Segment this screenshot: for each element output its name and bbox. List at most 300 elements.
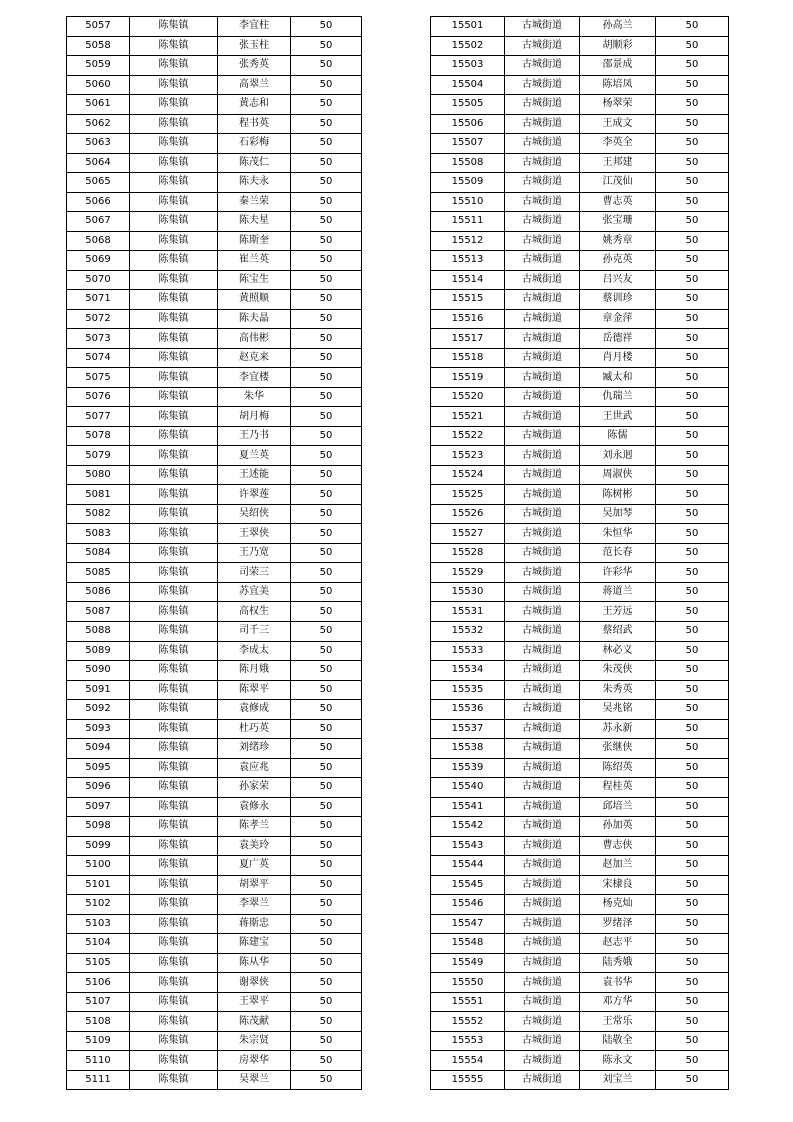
amount-cell: 50 bbox=[291, 1070, 362, 1090]
person-name-cell: 邓方华 bbox=[580, 992, 656, 1012]
person-name-cell: 张继侠 bbox=[580, 739, 656, 759]
person-name-cell: 袁应兆 bbox=[218, 758, 291, 778]
amount-cell: 50 bbox=[656, 641, 729, 661]
table-row bbox=[67, 797, 362, 817]
table-row bbox=[67, 856, 362, 876]
amount-cell: 50 bbox=[656, 465, 729, 485]
serial-number-cell: 5093 bbox=[67, 719, 130, 739]
amount-cell: 50 bbox=[291, 875, 362, 895]
table-row bbox=[67, 426, 362, 446]
serial-number-cell: 15519 bbox=[431, 368, 505, 388]
person-name-cell: 孙高兰 bbox=[580, 17, 656, 37]
township-cell: 陈集镇 bbox=[130, 973, 218, 993]
right-roster-body bbox=[431, 17, 729, 1090]
serial-number-cell: 5098 bbox=[67, 817, 130, 837]
amount-cell: 50 bbox=[291, 602, 362, 622]
person-name-cell: 陈从华 bbox=[218, 953, 291, 973]
person-name-cell: 王常乐 bbox=[580, 1012, 656, 1032]
township-cell: 古城街道 bbox=[505, 914, 580, 934]
amount-cell: 50 bbox=[656, 309, 729, 329]
serial-number-cell: 15538 bbox=[431, 739, 505, 759]
township-cell: 陈集镇 bbox=[130, 36, 218, 56]
serial-number-cell: 15543 bbox=[431, 836, 505, 856]
amount-cell: 50 bbox=[291, 582, 362, 602]
table-row bbox=[431, 524, 729, 544]
person-name-cell: 李英全 bbox=[580, 134, 656, 154]
amount-cell: 50 bbox=[656, 934, 729, 954]
person-name-cell: 赵志平 bbox=[580, 934, 656, 954]
township-cell: 陈集镇 bbox=[130, 251, 218, 271]
table-row bbox=[431, 582, 729, 602]
person-name-cell: 陈斯奎 bbox=[218, 231, 291, 251]
serial-number-cell: 15522 bbox=[431, 426, 505, 446]
serial-number-cell: 15501 bbox=[431, 17, 505, 37]
table-row bbox=[431, 251, 729, 271]
person-name-cell: 王翠平 bbox=[218, 992, 291, 1012]
serial-number-cell: 5061 bbox=[67, 95, 130, 115]
table-row bbox=[431, 504, 729, 524]
amount-cell: 50 bbox=[291, 231, 362, 251]
township-cell: 古城街道 bbox=[505, 797, 580, 817]
person-name-cell: 司荣三 bbox=[218, 563, 291, 583]
person-name-cell: 蒋道兰 bbox=[580, 582, 656, 602]
amount-cell: 50 bbox=[656, 582, 729, 602]
person-name-cell: 刘绪珍 bbox=[218, 739, 291, 759]
township-cell: 陈集镇 bbox=[130, 953, 218, 973]
township-cell: 古城街道 bbox=[505, 661, 580, 681]
serial-number-cell: 5058 bbox=[67, 36, 130, 56]
table-row bbox=[67, 641, 362, 661]
serial-number-cell: 5104 bbox=[67, 934, 130, 954]
person-name-cell: 吴兆铭 bbox=[580, 700, 656, 720]
person-name-cell: 崔兰英 bbox=[218, 251, 291, 271]
serial-number-cell: 5111 bbox=[67, 1070, 130, 1090]
serial-number-cell: 5060 bbox=[67, 75, 130, 95]
township-cell: 陈集镇 bbox=[130, 758, 218, 778]
person-name-cell: 曹志侠 bbox=[580, 836, 656, 856]
person-name-cell: 夏广英 bbox=[218, 856, 291, 876]
person-name-cell: 邱培兰 bbox=[580, 797, 656, 817]
serial-number-cell: 5087 bbox=[67, 602, 130, 622]
township-cell: 陈集镇 bbox=[130, 875, 218, 895]
person-name-cell: 陈月娥 bbox=[218, 661, 291, 681]
table-row bbox=[67, 231, 362, 251]
table-row bbox=[431, 192, 729, 212]
township-cell: 陈集镇 bbox=[130, 446, 218, 466]
amount-cell: 50 bbox=[291, 212, 362, 232]
serial-number-cell: 5100 bbox=[67, 856, 130, 876]
amount-cell: 50 bbox=[656, 914, 729, 934]
person-name-cell: 陆秀娥 bbox=[580, 953, 656, 973]
serial-number-cell: 15509 bbox=[431, 173, 505, 193]
table-row bbox=[431, 387, 729, 407]
amount-cell: 50 bbox=[291, 524, 362, 544]
amount-cell: 50 bbox=[656, 1070, 729, 1090]
table-row bbox=[431, 134, 729, 154]
amount-cell: 50 bbox=[291, 778, 362, 798]
table-row bbox=[67, 56, 362, 76]
amount-cell: 50 bbox=[656, 36, 729, 56]
amount-cell: 50 bbox=[656, 1031, 729, 1051]
township-cell: 古城街道 bbox=[505, 387, 580, 407]
amount-cell: 50 bbox=[291, 329, 362, 349]
serial-number-cell: 5057 bbox=[67, 17, 130, 37]
person-name-cell: 王世武 bbox=[580, 407, 656, 427]
amount-cell: 50 bbox=[656, 758, 729, 778]
township-cell: 陈集镇 bbox=[130, 797, 218, 817]
township-cell: 陈集镇 bbox=[130, 778, 218, 798]
person-name-cell: 杨克灿 bbox=[580, 895, 656, 915]
amount-cell: 50 bbox=[291, 739, 362, 759]
table-row bbox=[431, 1031, 729, 1051]
amount-cell: 50 bbox=[291, 719, 362, 739]
serial-number-cell: 15531 bbox=[431, 602, 505, 622]
amount-cell: 50 bbox=[291, 543, 362, 563]
person-name-cell: 胡翠平 bbox=[218, 875, 291, 895]
table-row bbox=[431, 836, 729, 856]
serial-number-cell: 5064 bbox=[67, 153, 130, 173]
amount-cell: 50 bbox=[656, 17, 729, 37]
township-cell: 古城街道 bbox=[505, 212, 580, 232]
amount-cell: 50 bbox=[656, 953, 729, 973]
person-name-cell: 陆敬全 bbox=[580, 1031, 656, 1051]
township-cell: 古城街道 bbox=[505, 563, 580, 583]
person-name-cell: 陈宝生 bbox=[218, 270, 291, 290]
table-row bbox=[431, 231, 729, 251]
serial-number-cell: 5073 bbox=[67, 329, 130, 349]
township-cell: 古城街道 bbox=[505, 973, 580, 993]
amount-cell: 50 bbox=[656, 504, 729, 524]
table-row bbox=[431, 934, 729, 954]
person-name-cell: 黄照顺 bbox=[218, 290, 291, 310]
person-name-cell: 王邦建 bbox=[580, 153, 656, 173]
table-row bbox=[67, 329, 362, 349]
serial-number-cell: 15532 bbox=[431, 621, 505, 641]
township-cell: 陈集镇 bbox=[130, 504, 218, 524]
table-row bbox=[67, 251, 362, 271]
township-cell: 古城街道 bbox=[505, 856, 580, 876]
amount-cell: 50 bbox=[656, 836, 729, 856]
township-cell: 陈集镇 bbox=[130, 739, 218, 759]
serial-number-cell: 5076 bbox=[67, 387, 130, 407]
person-name-cell: 肖月楼 bbox=[580, 348, 656, 368]
serial-number-cell: 5063 bbox=[67, 134, 130, 154]
table-row bbox=[67, 504, 362, 524]
serial-number-cell: 5095 bbox=[67, 758, 130, 778]
serial-number-cell: 5080 bbox=[67, 465, 130, 485]
township-cell: 陈集镇 bbox=[130, 153, 218, 173]
person-name-cell: 陈树彬 bbox=[580, 485, 656, 505]
table-row bbox=[67, 407, 362, 427]
amount-cell: 50 bbox=[656, 114, 729, 134]
amount-cell: 50 bbox=[291, 485, 362, 505]
person-name-cell: 张玉柱 bbox=[218, 36, 291, 56]
serial-number-cell: 15523 bbox=[431, 446, 505, 466]
person-name-cell: 黄志和 bbox=[218, 95, 291, 115]
person-name-cell: 袁美玲 bbox=[218, 836, 291, 856]
person-name-cell: 杜巧英 bbox=[218, 719, 291, 739]
serial-number-cell: 15541 bbox=[431, 797, 505, 817]
township-cell: 古城街道 bbox=[505, 582, 580, 602]
person-name-cell: 吴绍侠 bbox=[218, 504, 291, 524]
person-name-cell: 陈建宝 bbox=[218, 934, 291, 954]
amount-cell: 50 bbox=[656, 212, 729, 232]
township-cell: 陈集镇 bbox=[130, 407, 218, 427]
person-name-cell: 夏兰英 bbox=[218, 446, 291, 466]
serial-number-cell: 5086 bbox=[67, 582, 130, 602]
amount-cell: 50 bbox=[291, 797, 362, 817]
person-name-cell: 朱华 bbox=[218, 387, 291, 407]
township-cell: 陈集镇 bbox=[130, 309, 218, 329]
person-name-cell: 王述能 bbox=[218, 465, 291, 485]
township-cell: 陈集镇 bbox=[130, 56, 218, 76]
serial-number-cell: 5077 bbox=[67, 407, 130, 427]
table-row bbox=[67, 1051, 362, 1071]
serial-number-cell: 15536 bbox=[431, 700, 505, 720]
township-cell: 陈集镇 bbox=[130, 895, 218, 915]
serial-number-cell: 15527 bbox=[431, 524, 505, 544]
township-cell: 古城街道 bbox=[505, 17, 580, 37]
serial-number-cell: 5065 bbox=[67, 173, 130, 193]
person-name-cell: 袁修成 bbox=[218, 700, 291, 720]
township-cell: 古城街道 bbox=[505, 56, 580, 76]
serial-number-cell: 15524 bbox=[431, 465, 505, 485]
table-row bbox=[67, 582, 362, 602]
serial-number-cell: 15542 bbox=[431, 817, 505, 837]
person-name-cell: 蒋斯忠 bbox=[218, 914, 291, 934]
serial-number-cell: 5096 bbox=[67, 778, 130, 798]
amount-cell: 50 bbox=[656, 270, 729, 290]
left-roster-body bbox=[67, 17, 362, 1090]
amount-cell: 50 bbox=[291, 114, 362, 134]
township-cell: 古城街道 bbox=[505, 465, 580, 485]
person-name-cell: 刘宝兰 bbox=[580, 1070, 656, 1090]
amount-cell: 50 bbox=[656, 153, 729, 173]
township-cell: 古城街道 bbox=[505, 426, 580, 446]
person-name-cell: 陈儒 bbox=[580, 426, 656, 446]
serial-number-cell: 5072 bbox=[67, 309, 130, 329]
table-row bbox=[431, 465, 729, 485]
person-name-cell: 袁修永 bbox=[218, 797, 291, 817]
township-cell: 陈集镇 bbox=[130, 582, 218, 602]
table-row bbox=[67, 36, 362, 56]
table-row bbox=[431, 309, 729, 329]
township-cell: 古城街道 bbox=[505, 680, 580, 700]
person-name-cell: 陈孝兰 bbox=[218, 817, 291, 837]
table-row bbox=[67, 153, 362, 173]
serial-number-cell: 5062 bbox=[67, 114, 130, 134]
person-name-cell: 赵加兰 bbox=[580, 856, 656, 876]
table-row bbox=[67, 543, 362, 563]
person-name-cell: 李翠兰 bbox=[218, 895, 291, 915]
person-name-cell: 孙克英 bbox=[580, 251, 656, 271]
table-row bbox=[67, 1031, 362, 1051]
serial-number-cell: 5110 bbox=[67, 1051, 130, 1071]
serial-number-cell: 5103 bbox=[67, 914, 130, 934]
township-cell: 古城街道 bbox=[505, 329, 580, 349]
serial-number-cell: 15506 bbox=[431, 114, 505, 134]
amount-cell: 50 bbox=[291, 134, 362, 154]
township-cell: 古城街道 bbox=[505, 719, 580, 739]
serial-number-cell: 5106 bbox=[67, 973, 130, 993]
person-name-cell: 高翠兰 bbox=[218, 75, 291, 95]
township-cell: 陈集镇 bbox=[130, 17, 218, 37]
table-row bbox=[67, 563, 362, 583]
person-name-cell: 王成文 bbox=[580, 114, 656, 134]
amount-cell: 50 bbox=[291, 56, 362, 76]
township-cell: 古城街道 bbox=[505, 543, 580, 563]
table-row bbox=[67, 1070, 362, 1090]
amount-cell: 50 bbox=[291, 368, 362, 388]
amount-cell: 50 bbox=[291, 856, 362, 876]
township-cell: 古城街道 bbox=[505, 875, 580, 895]
amount-cell: 50 bbox=[656, 856, 729, 876]
township-cell: 古城街道 bbox=[505, 524, 580, 544]
serial-number-cell: 15511 bbox=[431, 212, 505, 232]
table-row bbox=[431, 426, 729, 446]
amount-cell: 50 bbox=[656, 621, 729, 641]
person-name-cell: 陈培凤 bbox=[580, 75, 656, 95]
table-row bbox=[67, 173, 362, 193]
township-cell: 陈集镇 bbox=[130, 192, 218, 212]
amount-cell: 50 bbox=[656, 348, 729, 368]
person-name-cell: 袁书华 bbox=[580, 973, 656, 993]
township-cell: 古城街道 bbox=[505, 1051, 580, 1071]
table-row bbox=[431, 17, 729, 37]
table-row bbox=[67, 348, 362, 368]
serial-number-cell: 5091 bbox=[67, 680, 130, 700]
table-row bbox=[431, 56, 729, 76]
township-cell: 古城街道 bbox=[505, 36, 580, 56]
person-name-cell: 吴加琴 bbox=[580, 504, 656, 524]
township-cell: 陈集镇 bbox=[130, 348, 218, 368]
township-cell: 陈集镇 bbox=[130, 290, 218, 310]
amount-cell: 50 bbox=[291, 1031, 362, 1051]
township-cell: 古城街道 bbox=[505, 621, 580, 641]
amount-cell: 50 bbox=[291, 661, 362, 681]
amount-cell: 50 bbox=[656, 778, 729, 798]
serial-number-cell: 15537 bbox=[431, 719, 505, 739]
amount-cell: 50 bbox=[656, 719, 729, 739]
township-cell: 古城街道 bbox=[505, 895, 580, 915]
person-name-cell: 陈夫永 bbox=[218, 173, 291, 193]
serial-number-cell: 15547 bbox=[431, 914, 505, 934]
table-row bbox=[431, 1012, 729, 1032]
serial-number-cell: 5066 bbox=[67, 192, 130, 212]
township-cell: 古城街道 bbox=[505, 368, 580, 388]
amount-cell: 50 bbox=[291, 1051, 362, 1071]
person-name-cell: 陈翠平 bbox=[218, 680, 291, 700]
table-row bbox=[431, 485, 729, 505]
amount-cell: 50 bbox=[291, 173, 362, 193]
table-row bbox=[67, 1012, 362, 1032]
person-name-cell: 朱恒华 bbox=[580, 524, 656, 544]
person-name-cell: 苏宜美 bbox=[218, 582, 291, 602]
amount-cell: 50 bbox=[656, 992, 729, 1012]
table-row bbox=[431, 543, 729, 563]
serial-number-cell: 5101 bbox=[67, 875, 130, 895]
township-cell: 古城街道 bbox=[505, 602, 580, 622]
table-row bbox=[67, 114, 362, 134]
table-row bbox=[67, 758, 362, 778]
township-cell: 陈集镇 bbox=[130, 485, 218, 505]
table-row bbox=[67, 134, 362, 154]
amount-cell: 50 bbox=[656, 134, 729, 154]
table-row bbox=[67, 661, 362, 681]
township-cell: 陈集镇 bbox=[130, 387, 218, 407]
amount-cell: 50 bbox=[656, 56, 729, 76]
person-name-cell: 李宜楼 bbox=[218, 368, 291, 388]
person-name-cell: 朱宗贤 bbox=[218, 1031, 291, 1051]
township-cell: 陈集镇 bbox=[130, 836, 218, 856]
table-row bbox=[67, 290, 362, 310]
amount-cell: 50 bbox=[656, 95, 729, 115]
amount-cell: 50 bbox=[291, 758, 362, 778]
township-cell: 陈集镇 bbox=[130, 231, 218, 251]
serial-number-cell: 5059 bbox=[67, 56, 130, 76]
table-row bbox=[67, 212, 362, 232]
township-cell: 古城街道 bbox=[505, 1012, 580, 1032]
table-row bbox=[431, 212, 729, 232]
person-name-cell: 程书英 bbox=[218, 114, 291, 134]
serial-number-cell: 5083 bbox=[67, 524, 130, 544]
table-row bbox=[431, 661, 729, 681]
amount-cell: 50 bbox=[656, 173, 729, 193]
township-cell: 古城街道 bbox=[505, 270, 580, 290]
amount-cell: 50 bbox=[656, 563, 729, 583]
township-cell: 古城街道 bbox=[505, 95, 580, 115]
table-row bbox=[431, 407, 729, 427]
amount-cell: 50 bbox=[291, 836, 362, 856]
amount-cell: 50 bbox=[291, 446, 362, 466]
township-cell: 古城街道 bbox=[505, 309, 580, 329]
serial-number-cell: 15550 bbox=[431, 973, 505, 993]
township-cell: 古城街道 bbox=[505, 153, 580, 173]
table-row bbox=[431, 153, 729, 173]
table-row bbox=[67, 95, 362, 115]
person-name-cell: 周淑侠 bbox=[580, 465, 656, 485]
serial-number-cell: 5074 bbox=[67, 348, 130, 368]
serial-number-cell: 15505 bbox=[431, 95, 505, 115]
township-cell: 古城街道 bbox=[505, 992, 580, 1012]
person-name-cell: 朱茂侠 bbox=[580, 661, 656, 681]
amount-cell: 50 bbox=[291, 992, 362, 1012]
table-row bbox=[67, 895, 362, 915]
person-name-cell: 范长春 bbox=[580, 543, 656, 563]
township-cell: 陈集镇 bbox=[130, 602, 218, 622]
table-row bbox=[67, 953, 362, 973]
serial-number-cell: 15520 bbox=[431, 387, 505, 407]
person-name-cell: 吴翠兰 bbox=[218, 1070, 291, 1090]
township-cell: 古城街道 bbox=[505, 1031, 580, 1051]
township-cell: 陈集镇 bbox=[130, 426, 218, 446]
township-cell: 陈集镇 bbox=[130, 661, 218, 681]
amount-cell: 50 bbox=[656, 661, 729, 681]
amount-cell: 50 bbox=[656, 543, 729, 563]
amount-cell: 50 bbox=[291, 914, 362, 934]
table-row bbox=[431, 602, 729, 622]
right-roster-table bbox=[430, 16, 729, 1090]
amount-cell: 50 bbox=[656, 426, 729, 446]
person-name-cell: 孙家荣 bbox=[218, 778, 291, 798]
serial-number-cell: 5081 bbox=[67, 485, 130, 505]
township-cell: 古城街道 bbox=[505, 485, 580, 505]
township-cell: 陈集镇 bbox=[130, 1051, 218, 1071]
table-row bbox=[67, 875, 362, 895]
township-cell: 古城街道 bbox=[505, 192, 580, 212]
person-name-cell: 李成太 bbox=[218, 641, 291, 661]
serial-number-cell: 15516 bbox=[431, 309, 505, 329]
